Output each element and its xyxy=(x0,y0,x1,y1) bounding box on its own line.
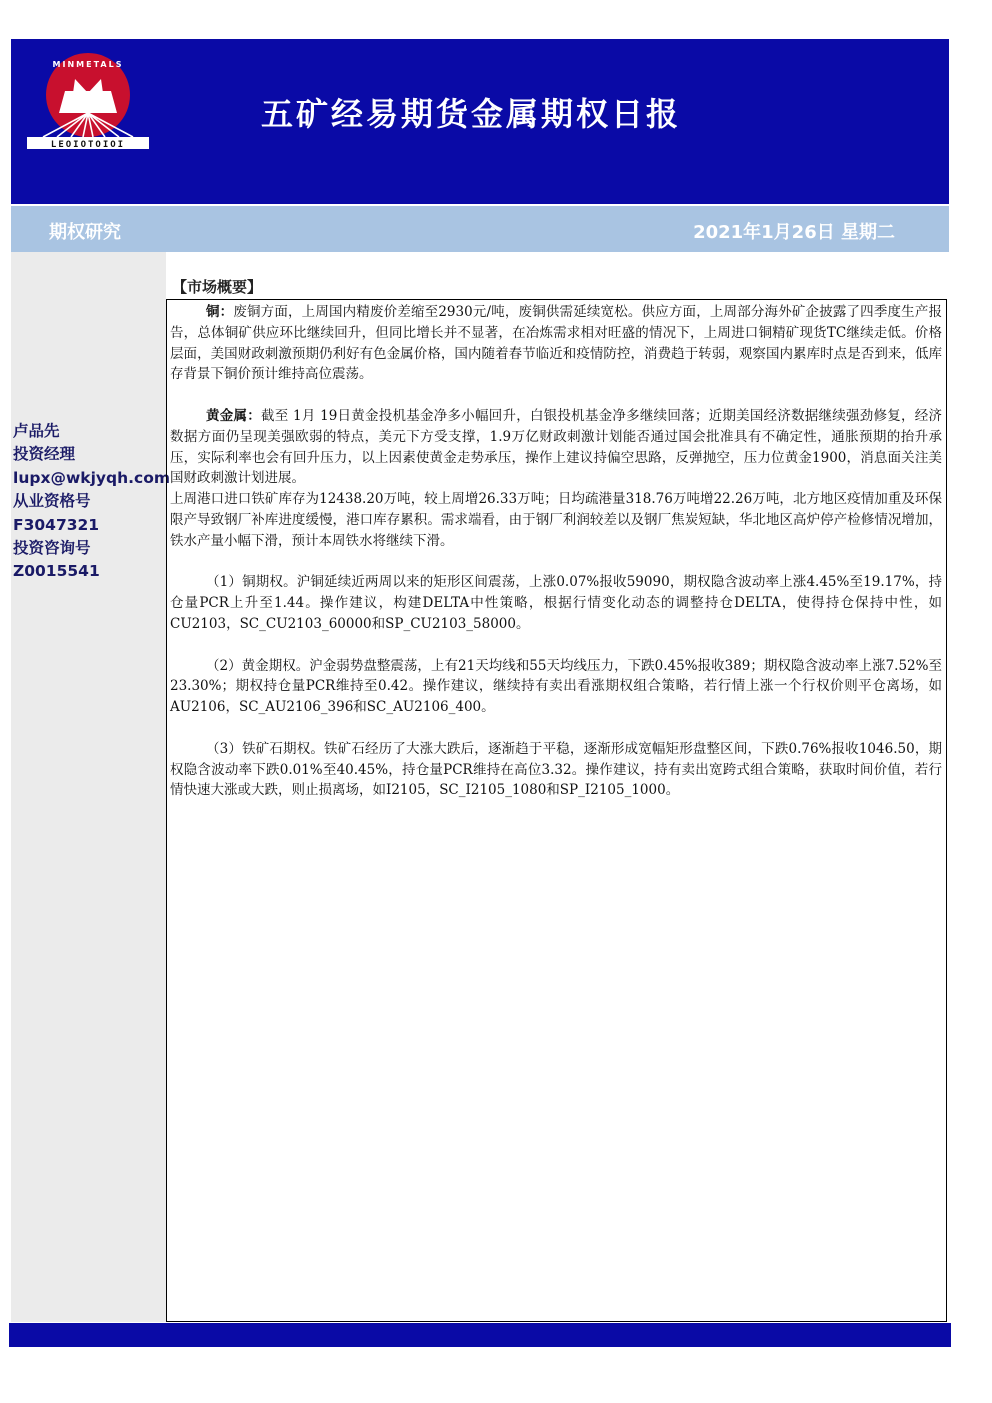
iron-ore-paragraph: 上周港口进口铁矿库存为12438.20万吨，较上周增26.33万吨；日均疏港量318.76万吨增22.26万吨，北方地区疫情加重及环保限产导致钢厂补库进度缓慢，港口库存累积。需求端看，由于钢厂利润较差以及钢厂焦炭短缺，华北地区高炉停产检修情况增加，铁水产量小幅下滑，预计本周铁水将继续下滑。 xyxy=(170,491,942,549)
gold-option-paragraph: （2）黄金期权。沪金弱势盘整震荡，上有21天均线和55天均线压力，下跌0.45%报收389；期权隐含波动率上涨7.52%至23.30%；期权持仓量PCR维持至0.42。操作建议，继续持有卖出看涨期权组合策略，若行情上涨一个行权价则平仓离场，如AU2106，SC_AU2106_396和SC_AU2106_400。 xyxy=(170,657,942,716)
footer-bar xyxy=(9,1323,951,1347)
report-body xyxy=(170,302,942,801)
svg-text:LEOIOTOIOI: LEOIOTOIOI xyxy=(50,140,126,150)
copper-text: 废铜方面，上周国内精废价差缩至2930元/吨，废铜供需延续宽松。供应方面，上周部分海外矿企披露了四季度生产报告，总体铜矿供应环比继续回升，但同比增长并不显著，在冶炼需求相对旺盛的情况下，上周进口铜精矿现货TC继续走低。价格层面，美国财政刺激预期仍利好有色金属价格，国内随着春节临近和疫情防控，消费趋于转弱，观察国内累库时点是否到来，低库存背景下铜价预计维持高位震荡。 xyxy=(170,304,943,383)
iron-option-paragraph: （3）铁矿石期权。铁矿石经历了大涨大跌后，逐渐趋于平稳，逐渐形成宽幅矩形盘整区间，下跌0.76%报收1046.50，期权隐含波动率下跌0.01%至40.45%，持仓量PCR维持在高位3.32。操作建议，持有卖出宽跨式组合策略，获取时间价值，若行情快速大涨或大跌，则止损离场，如I2105，SC_I2105_1080和SP_I2105_1000。 xyxy=(170,740,942,799)
content-box xyxy=(166,299,947,1322)
section-label: 期权研究 xyxy=(49,222,121,243)
analyst-sidebar xyxy=(11,252,170,1322)
report-title: 五矿经易期货金属期权日报 xyxy=(261,95,682,133)
gold-text: 截至 1月 19日黄金投机基金净多小幅回升，白银投机基金净多继续回落；近期美国经济数据继续强劲修复，经济数据方面仍呈现美强欧弱的特点，美元下方受支撑，1.9万亿财政刺激计划能否通过国会批准具有不确定性，通胀预期的抬升承压，实际利率也会有回升压力，以上因素使黄金走势承压，操作上建议持偏空思路，反弹抛空，压力位黄金1900，消息面关注美国财政刺激计划进展。 xyxy=(170,407,943,487)
svg-text:MINMETALS: MINMETALS xyxy=(52,60,124,69)
report-header xyxy=(11,39,949,204)
copper-lead: 铜： xyxy=(206,304,234,320)
copper-paragraph xyxy=(170,302,942,385)
minmetals-logo xyxy=(25,51,151,151)
consult-number: Z0015541 xyxy=(13,562,100,581)
consult-label: 投资咨询号 xyxy=(13,538,91,557)
analyst-role: 投资经理 xyxy=(13,445,76,464)
license-label: 从业资格号 xyxy=(13,492,91,511)
analyst-name: 卢品先 xyxy=(13,422,60,440)
sub-header-bar xyxy=(11,206,949,252)
copper-option-paragraph: （1）铜期权。沪铜延续近两周以来的矩形区间震荡，上涨0.07%报收59090，期权隐含波动率上涨4.45%至19.17%，持仓量PCR上升至1.44。操作建议，构建DELTA中性策略，根据行情变化动态的调整持仓DELTA，使得持仓保持中性，如CU2103，SC_CU2103_60000和SP_CU2103_58000。 xyxy=(170,574,942,632)
gold-paragraph xyxy=(170,406,942,489)
analyst-info xyxy=(13,420,170,584)
section-title: 【市场概要】 xyxy=(172,278,263,296)
gold-lead: 黄金属： xyxy=(206,407,261,424)
license-number: F3047321 xyxy=(13,515,100,534)
report-date: 2021年1月26日 星期二 xyxy=(693,222,895,243)
analyst-email: lupx@wkjyqh.com xyxy=(13,468,170,487)
